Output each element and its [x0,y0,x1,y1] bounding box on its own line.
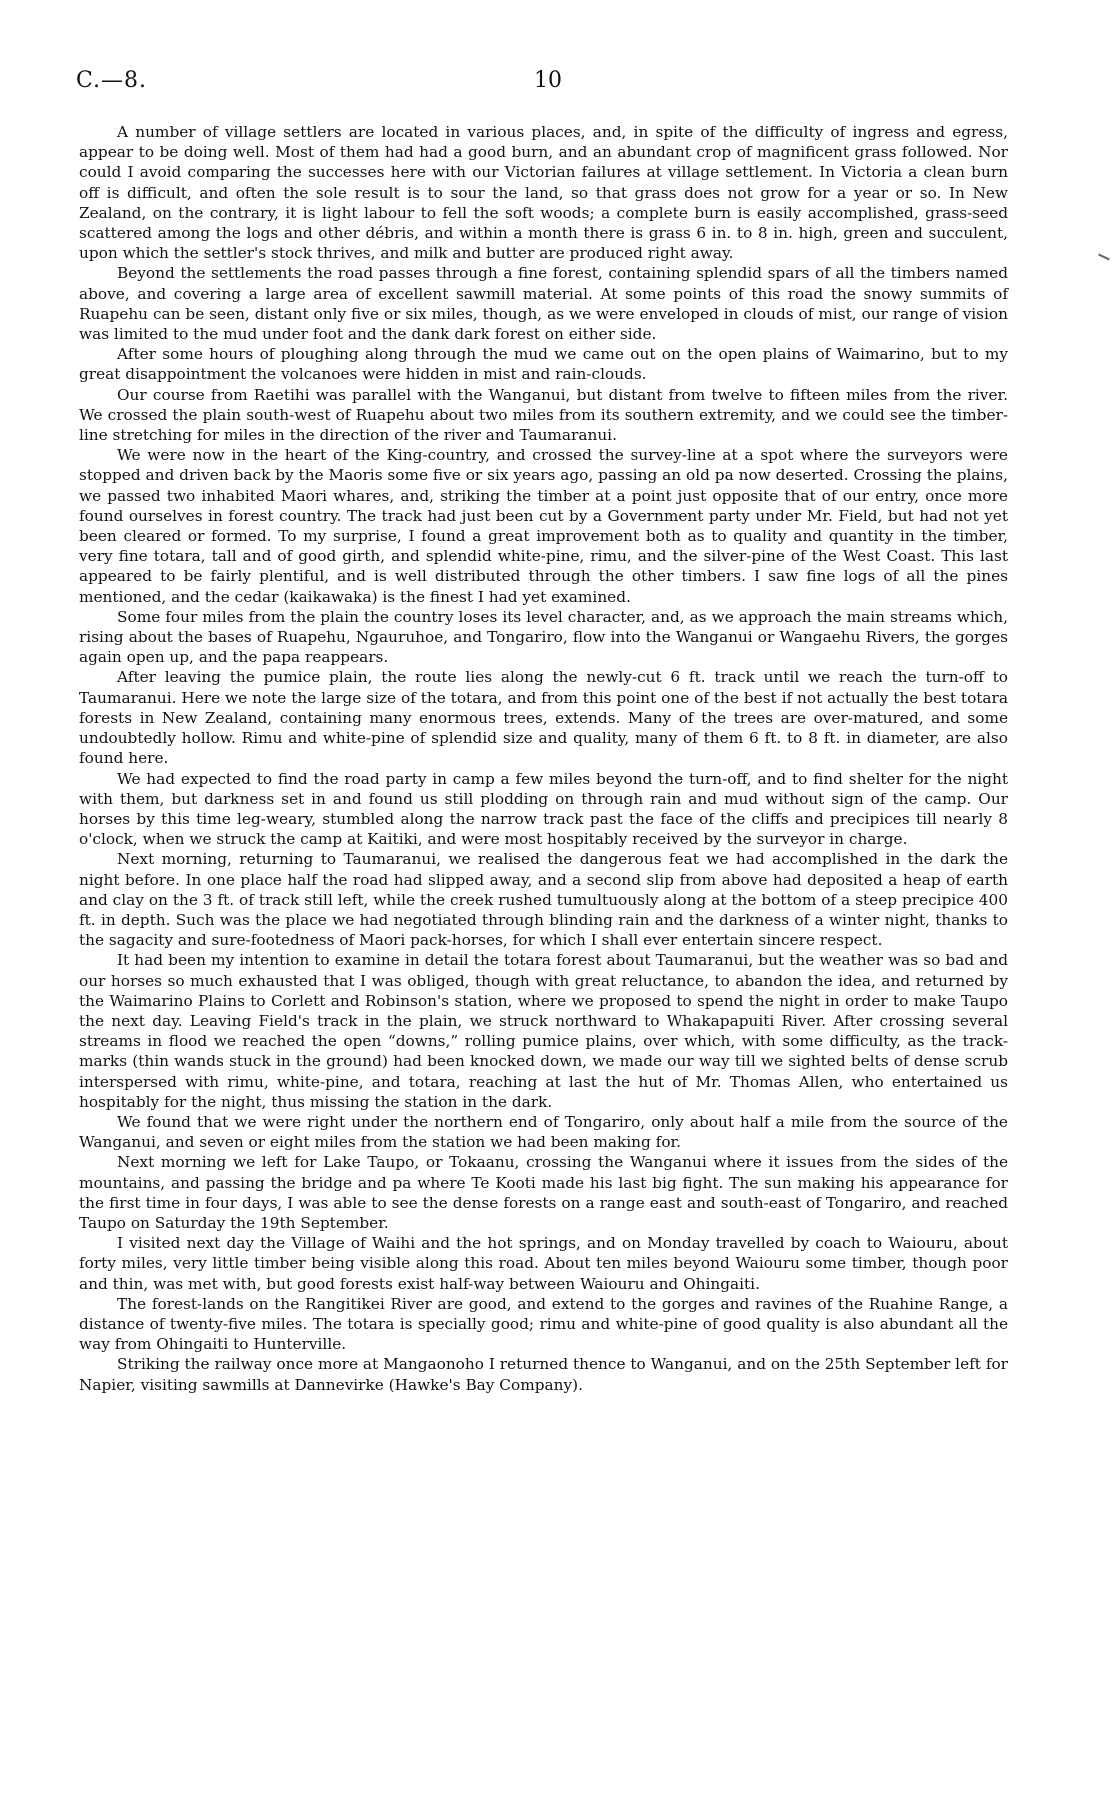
paragraph: We had expected to find the road party in camp a few miles beyond the turn-off, and to find shelter for the night with them, but darkness set in and found us still plodding on through rain and mud without sign of the camp. Our horses by this time leg-weary, stumbled along the narrow track past the face of the cliffs and precipices till nearly 8 o'clock, when we struck the camp at Kaitiki, and were most hospitably received by the surveyor in charge. [79,769,1008,849]
paragraph: I visited next day the Village of Waihi and the hot springs, and on Monday travelled by coach to Waiouru, about forty miles, very little timber being visible along this road. About ten miles beyond Waiouru some timber, though poor and thin, was met with, but good forests exist half-way between Waiouru and Ohingaiti. [79,1234,1008,1293]
paragraph: Striking the railway once more at Mangaonoho I returned thence to Wanganui, and on the 25th September left for Napier, visiting sawmills at Dannevirke (Hawke's Bay Company). [79,1355,1008,1394]
paragraph: The forest-lands on the Rangitikei River are good, and extend to the gorges and ravines of the Ruahine Range, a distance of twenty-five miles. The totara is specially good; rimu and white-pine of good quality is also abundant all the way from Ohingaiti to Hunterville. [79,1294,1008,1354]
margin-mark [1098,254,1110,261]
paragraph: We found that we were right under the northern end of Tongariro, only about half a mile from the source of the Wanganui, and seven or eight miles from the station we had been making for. [79,1112,1008,1152]
paragraph: Our course from Raetihi was parallel with the Wanganui, but distant from twelve to fifteen miles from the river. We crossed the plain south-west of Ruapehu about two miles from its southern extremity, and we could see the timber-line stretching for miles in the direction of the river and Taumaranui. [79,385,1008,445]
paragraph: It had been my intention to examine in detail the totara forest about Taumaranui, but the weather was so bad and our horses so much exhausted that I was obliged, though with great reluctance, to abandon the idea, and returned by the Waimarino Plains to Corlett and Robinson's station, where we proposed to spend the night in order to make Taupo the next day. Leaving Field's track in the plain, we struck northward to Whakapapuiti River. After crossing several streams in flood we reached the open “downs,” rolling pumice plains, over which, with some difficulty, as the track-marks (thin wands stuck in the ground) had been knocked down, we made our way till we sighted belts of dense scrub interspersed with rimu, white-pine, and totara, reaching at last the hut of Mr. Thomas Allen, who entertained us hospitably for the night, thus missing the station in the dark. [79,951,1008,1111]
paragraph: Beyond the settlements the road passes through a fine forest, containing splendid spars of all the timbers named above, and covering a large area of excellent sawmill material. At some points of this road the snowy summits of Ruapehu can be seen, distant only five or six miles, though, as we were enveloped in clouds of mist, our range of vision was limited to the mud under foot and the dank dark forest on either side. [79,264,1008,344]
body-text [79,122,1008,1395]
paragraph: A number of village settlers are located in various places, and, in spite of the difficulty of ingress and egress, appear to be doing well. Most of them had had a good burn, and an abundant crop of magnificent grass followed. Nor could I avoid comparing the successes here with our Victorian failures at village settlement. In Victoria a clean burn off is difficult, and often the sole result is to sour the land, so that grass does not grow for a year or so. In New Zealand, on the contrary, it is light labour to fell the soft woods; a complete burn is easily accomplished, grass-seed scattered among the logs and other débris, and within a month there is grass 6 in. to 8 in. high, green and succulent, upon which the settler's stock thrives, and milk and butter are produced right away. [79,123,1008,263]
page-number: 10 [534,68,562,93]
paragraph: After leaving the pumice plain, the route lies along the newly-cut 6 ft. track until we reach the turn-off to Taumaranui. Here we note the large size of the totara, and from this point one of the best if not actually the best totara forests in New Zealand, containing many enormous trees, extends. Many of the trees are over-matured, and some undoubtedly hollow. Rimu and white-pine of splendid size and quality, many of them 6 ft. to 8 ft. in diameter, are also found here. [79,668,1008,768]
paragraph: Some four miles from the plain the country loses its level character, and, as we approach the main streams which, rising about the bases of Ruapehu, Ngauruhoe, and Tongariro, flow into the Wanganui or Wangaehu Rivers, the gorges again open up, and the papa reappears. [79,607,1008,667]
document-reference: C.—8. [76,68,148,93]
paragraph: We were now in the heart of the King-country, and crossed the survey-line at a spot where the surveyors were stopped and driven back by the Maoris some five or six years ago, passing an old pa now deserted. Crossing the plains, we passed two inhabited Maori whares, and, striking the timber at a point just opposite that of our entry, once more found ourselves in forest country. The track had just been cut by a Government party under Mr. Field, but had not yet been cleared or formed. To my surprise, I found a great improvement both as to quality and quantity in the timber, very fine totara, tall and of good girth, and splendid white-pine, rimu, and the silver-pine of the West Coast. This last appeared to be fairly plentiful, and is well distributed through the other timbers. I saw fine logs of all the pines mentioned, and the cedar (kaikawaka) is the finest I had yet examined. [79,446,1008,606]
paragraph: Next morning, returning to Taumaranui, we realised the dangerous feat we had accomplished in the dark the night before. In one place half the road had slipped away, and a second slip from above had deposited a heap of earth and clay on the 3 ft. of track still left, while the creek rushed tumultuously along at the bottom of a steep precipice 400 ft. in depth. Such was the place we had negotiated through blinding rain and the darkness of a winter night, thanks to the sagacity and sure-footedness of Maori pack-horses, for which I shall ever entertain sincere respect. [79,850,1008,950]
paragraph: After some hours of ploughing along through the mud we came out on the open plains of Waimarino, but to my great disappointment the volcanoes were hidden in mist and rain-clouds. [79,345,1008,384]
paragraph: Next morning we left for Lake Taupo, or Tokaanu, crossing the Wanganui where it issues from the sides of the mountains, and passing the bridge and pa where Te Kooti made his last big fight. The sun making his appearance for the first time in four days, I was able to see the dense forests on a range east and south-east of Tongariro, and reached Taupo on Saturday the 19th September. [79,1153,1008,1232]
